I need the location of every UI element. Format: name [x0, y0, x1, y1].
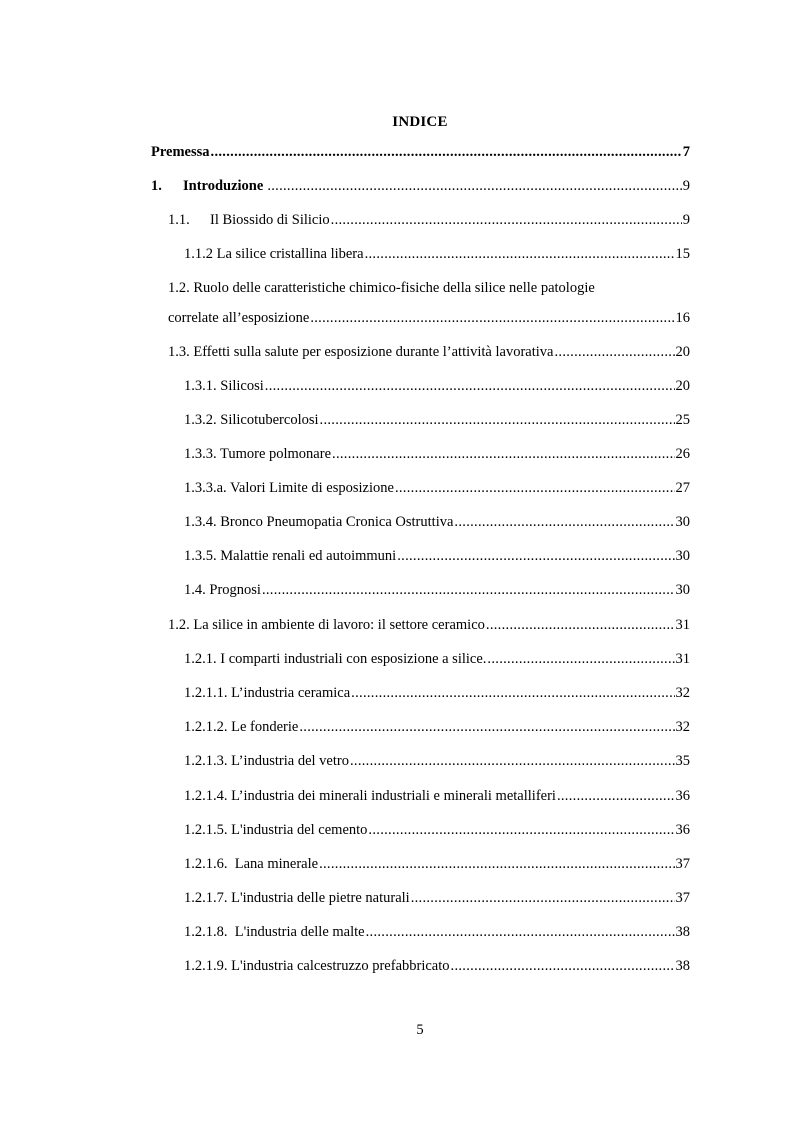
- toc-entry-label: correlate all’esposizione: [168, 310, 310, 326]
- toc-entry-page: 31: [675, 651, 690, 667]
- toc-leader-dots: [368, 821, 674, 839]
- toc-entry-page: 36: [675, 822, 690, 838]
- toc-entry-prognosi[interactable]: [184, 581, 690, 599]
- toc-entry-fonderie[interactable]: [184, 718, 690, 736]
- toc-entry-label: 1.2.1.5. L'industria del cemento: [184, 822, 368, 838]
- toc-leader-dots: [397, 547, 674, 565]
- toc-entry-page: 9: [682, 212, 690, 228]
- toc-leader-dots: [267, 177, 681, 195]
- toc-leader-dots: [395, 479, 675, 497]
- toc-leader-dots: [365, 245, 675, 263]
- toc-leader-dots: [331, 211, 682, 229]
- toc-entry-number: 1.: [151, 178, 162, 194]
- toc-entry-page: 7: [682, 144, 690, 160]
- toc-leader-dots: [350, 752, 675, 770]
- toc-entry-biossido[interactable]: [168, 211, 690, 229]
- toc-entry-label: 1.2.1.7. L'industria delle pietre naturali: [184, 890, 410, 906]
- toc-entry-silice-ambiente[interactable]: [168, 616, 690, 634]
- toc-entry-silicotubercolosi[interactable]: [184, 411, 690, 429]
- toc-entry-silicosi[interactable]: [184, 377, 690, 395]
- toc-leader-dots: [211, 143, 682, 161]
- toc-entry-number: 1.1.: [168, 212, 190, 228]
- toc-entry-label: 1.2.1.9. L'industria calcestruzzo prefabbricato: [184, 958, 450, 974]
- toc-entry-page: 16: [675, 310, 690, 326]
- toc-leader-dots: [451, 957, 675, 975]
- toc-entry-pietre-naturali[interactable]: [184, 889, 690, 907]
- toc-entry-label: Premessa: [151, 144, 210, 160]
- toc-entry-label: 1.3.1. Silicosi: [184, 378, 264, 394]
- toc-entry-label: 1.3.5. Malattie renali ed autoimmuni: [184, 548, 397, 564]
- toc-entry-label: 1.2.1.8. L'industria delle malte: [184, 924, 365, 940]
- toc-leader-dots: [262, 581, 675, 599]
- toc-entry-page: 20: [675, 378, 690, 394]
- toc-leader-dots: [319, 855, 674, 873]
- toc-entry-label: Introduzione: [183, 178, 264, 194]
- toc-leader-dots: [332, 445, 674, 463]
- toc-entry-label: 1.2.1.4. L’industria dei minerali industriali e minerali metalliferi: [184, 788, 556, 804]
- toc-entry-page: 32: [675, 685, 690, 701]
- toc-entry-page: 30: [675, 514, 690, 530]
- toc-entry-page: 38: [675, 924, 690, 940]
- toc-entry-page: 9: [682, 178, 690, 194]
- toc-leader-dots: [265, 377, 675, 395]
- page-number: 5: [416, 1022, 424, 1038]
- toc-entry-label: 1.3. Effetti sulla salute per esposizione durante l’attività lavorativa: [168, 344, 554, 360]
- toc-leader-dots: [310, 309, 674, 327]
- page-title: INDICE: [392, 114, 448, 130]
- toc-entry-page: 37: [675, 890, 690, 906]
- toc-entry-page: 15: [675, 246, 690, 262]
- toc-entry-label: 1.2.1.2. Le fonderie: [184, 719, 299, 735]
- toc-entry-ruolo-line1[interactable]: 1.2. Ruolo delle caratteristiche chimico-fisiche della silice nelle patologie: [168, 280, 595, 296]
- toc-entry-malte[interactable]: [184, 923, 690, 941]
- toc-entry-page: 32: [675, 719, 690, 735]
- toc-entry-label: 1.3.4. Bronco Pneumopatia Cronica Ostruttiva: [184, 514, 454, 530]
- toc-leader-dots: [557, 787, 675, 805]
- toc-entry-industria-vetro[interactable]: [184, 752, 690, 770]
- toc-entry-minerali[interactable]: [184, 787, 690, 805]
- toc-entry-silice-cristallina[interactable]: [184, 245, 690, 263]
- toc-entry-tumore-polmonare[interactable]: [184, 445, 690, 463]
- toc-entry-ruolo[interactable]: [168, 309, 690, 327]
- toc-entry-label: 1.2.1.3. L’industria del vetro: [184, 753, 349, 769]
- toc-entry-label: 1.2.1. I comparti industriali con esposizione a silice.: [184, 651, 487, 667]
- toc-leader-dots: [454, 513, 674, 531]
- toc-entry-label: 1.2.1.1. L’industria ceramica: [184, 685, 351, 701]
- toc-entry-page: 25: [675, 412, 690, 428]
- toc-entry-introduzione[interactable]: [151, 177, 690, 195]
- toc-entry-page: 36: [675, 788, 690, 804]
- toc-entry-page: 37: [675, 856, 690, 872]
- toc-leader-dots: [351, 684, 674, 702]
- toc-leader-dots: [320, 411, 675, 429]
- toc-entry-label: 1.3.2. Silicotubercolosi: [184, 412, 319, 428]
- toc-entry-page: 20: [675, 344, 690, 360]
- toc-entry-page: 30: [675, 582, 690, 598]
- toc-entry-label: 1.1.2 La silice cristallina libera: [184, 246, 364, 262]
- toc-leader-dots: [366, 923, 675, 941]
- toc-entry-cemento[interactable]: [184, 821, 690, 839]
- toc-entry-malattie-renali[interactable]: [184, 547, 690, 565]
- toc-entry-label: 1.3.3. Tumore polmonare: [184, 446, 332, 462]
- toc-leader-dots: [299, 718, 674, 736]
- toc-entry-page: 26: [675, 446, 690, 462]
- toc-entry-label: Il Biossido di Silicio: [210, 212, 330, 228]
- toc-entry-comparti[interactable]: [184, 650, 690, 668]
- toc-entry-label: 1.2. La silice in ambiente di lavoro: il settore ceramico: [168, 617, 485, 633]
- toc-entry-calcestruzzo[interactable]: [184, 957, 690, 975]
- toc-leader-dots: [487, 650, 674, 668]
- toc-entry-page: 27: [675, 480, 690, 496]
- toc-entry-industria-ceramica[interactable]: [184, 684, 690, 702]
- toc-entry-effetti[interactable]: [168, 343, 690, 361]
- toc-entry-page: 38: [675, 958, 690, 974]
- toc-entry-label: 1.2.1.6. Lana minerale: [184, 856, 319, 872]
- toc-entry-label: 1.3.3.a. Valori Limite di esposizione: [184, 480, 394, 496]
- toc-entry-bpco[interactable]: [184, 513, 690, 531]
- toc-entry-lana-minerale[interactable]: [184, 855, 690, 873]
- toc-entry-label: 1.4. Prognosi: [184, 582, 261, 598]
- toc-entry-page: 31: [675, 617, 690, 633]
- toc-entry-valori-limite[interactable]: [184, 479, 690, 497]
- toc-entry-page: 35: [675, 753, 690, 769]
- toc-leader-dots: [411, 889, 675, 907]
- toc-leader-dots: [554, 343, 674, 361]
- toc-entry-page: 30: [675, 548, 690, 564]
- toc-leader-dots: [486, 616, 675, 634]
- toc-entry-premessa[interactable]: [151, 143, 690, 161]
